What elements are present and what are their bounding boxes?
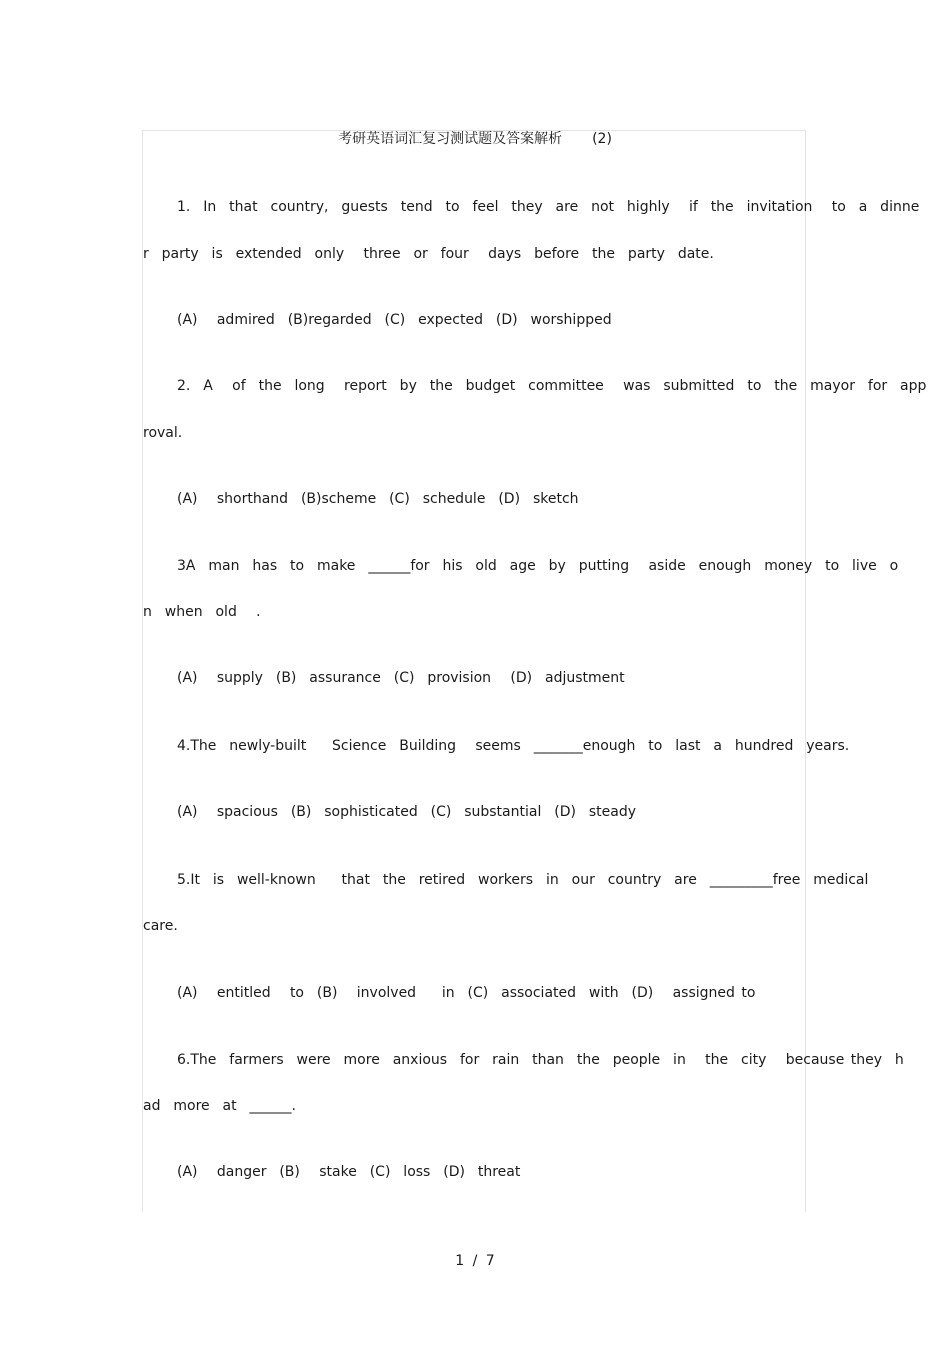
question-6-line-2: ad more at ______. — [143, 1098, 296, 1114]
title-suffix: (2) — [592, 131, 612, 147]
page-indicator: 1 / 7 — [455, 1253, 495, 1269]
question-5-line-1: 5.It is well-known that the retired workers in our country are _________free medical — [177, 872, 869, 888]
question-2-line-1: 2. A of the long report by the budget committee was submitted to the mayor for app — [177, 378, 927, 394]
question-3-line-1: 3A man has to make ______for his old age by putting aside enough money to live o — [177, 558, 899, 574]
question-2-options: (A) shorthand (B)scheme (C) schedule (D) sketch — [177, 491, 579, 507]
question-5-options: (A) entitled to (B) involved in (C) associated with (D) assigned to — [177, 985, 756, 1001]
document-title — [0, 130, 950, 148]
question-4-options: (A) spacious (B) sophisticated (C) substantial (D) steady — [177, 804, 636, 820]
question-6-options: (A) danger (B) stake (C) loss (D) threat — [177, 1164, 521, 1180]
question-1-line-2: r party is extended only three or four days before the party date. — [143, 246, 714, 262]
question-3-options: (A) supply (B) assurance (C) provision (D) adjustment — [177, 670, 625, 686]
question-3-line-2: n when old . — [143, 604, 261, 620]
question-1-options: (A) admired (B)regarded (C) expected (D) worshipped — [177, 312, 612, 328]
question-6-line-1: 6.The farmers were more anxious for rain than the people in the city because they h — [177, 1052, 904, 1068]
question-5-line-2: care. — [143, 918, 178, 934]
question-4-line-1: 4.The newly-built Science Building seems _______enough to last a hundred years. — [177, 738, 850, 754]
question-1-line-1: 1. In that country, guests tend to feel they are not highly if the invitation to a dinne — [177, 199, 920, 215]
title-text: 考研英语词汇复习测试题及答案解析 — [338, 131, 563, 147]
question-2-line-2: roval. — [143, 425, 183, 441]
